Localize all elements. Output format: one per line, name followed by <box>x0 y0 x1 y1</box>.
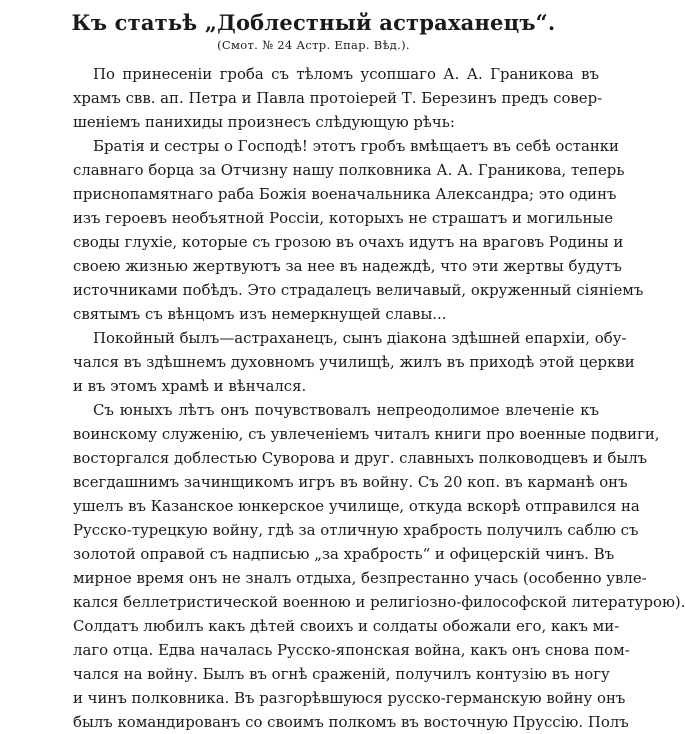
text-line: святымъ съ вѣнцомъ изъ немеркнущей славы... <box>73 305 447 323</box>
text-line: храмъ свв. ап. Петра и Павла протоіерей Т. Березинъ предъ совер- <box>73 89 603 107</box>
paragraph-biography-1 <box>73 326 635 398</box>
text-line: и чинъ полковника. Въ разгорѣвшуюся русско-германскую войну онъ <box>73 689 626 707</box>
text-line: Солдатъ любилъ какъ дѣтей своихъ и солдаты обожали его, какъ ми- <box>73 617 620 635</box>
text-line: изъ героевъ необъятной Россіи, которыхъ не страшатъ и могильные <box>73 209 614 227</box>
text-line: ушелъ въ Казанское юнкерское училище, откуда вскорѣ отправился на <box>73 497 640 515</box>
text-line: былъ командированъ со своимъ полкомъ въ восточную Пруссію. Полъ <box>73 713 629 731</box>
text-line: Русско-турецкую войну, гдѣ за отличную храбрость получилъ саблю съ <box>73 521 639 539</box>
text-line: Покойный былъ—астраханецъ, сынъ діакона здѣшней епархіи, обу- <box>93 329 627 347</box>
text-line: своею жизнью жертвуютъ за нее въ надеждѣ, что эти жертвы будутъ <box>73 257 622 275</box>
text-line: Братія и сестры о Господѣ! этотъ гробъ вмѣщаетъ въ себѣ останки <box>93 137 619 155</box>
text-line: По принесеніи гроба съ тѣломъ усопшаго А. А. Граникова въ <box>93 65 599 83</box>
text-line: Съ юныхъ лѣтъ онъ почувствовалъ непреодолимое влеченіе къ <box>93 401 599 419</box>
text-line: приснопамятнаго раба Божія военачальника Александра; это одинъ <box>73 185 617 203</box>
text-line: источниками побѣдъ. Это страдалецъ величавый, окруженный сіяніемъ <box>73 281 644 299</box>
paragraph-intro <box>73 62 603 134</box>
text-line: всегдашнимъ зачинщикомъ игръ въ войну. Съ 20 коп. въ карманѣ онъ <box>73 473 628 491</box>
text-line: воинскому служенію, съ увлеченіемъ читалъ книги про военные подвиги, <box>73 425 660 443</box>
text-line: мирное время онъ не зналъ отдыха, безпрестанно учась (особенно увле- <box>73 569 647 587</box>
text-line: чался въ здѣшнемъ духовномъ училищѣ, жилъ въ приходѣ этой церкви <box>73 353 635 371</box>
text-line: кался беллетристической военною и религіозно-философской литературою). <box>73 593 685 611</box>
article-body <box>73 62 685 734</box>
text-line: шеніемъ панихиды произнесъ слѣдующую рѣчь: <box>73 113 455 131</box>
paragraph-speech <box>73 134 644 326</box>
text-line: и въ этомъ храмѣ и вѣнчался. <box>73 377 307 395</box>
text-line: славнаго борца за Отчизну нашу полковника А. А. Граникова, теперь <box>73 161 625 179</box>
paragraph-biography-2 <box>73 398 685 734</box>
article-title: Къ статьѣ „Доблестный астраханецъ“. <box>71 10 556 35</box>
text-line: своды глухіе, которые съ грозою въ очахъ идутъ на враговъ Родины и <box>73 233 624 251</box>
source-reference: (Смот. № 24 Астр. Епар. Вѣд.). <box>217 38 410 52</box>
text-line: лаго отца. Едва началась Русско-японская война, какъ онъ снова пом- <box>73 641 630 659</box>
text-line: золотой оправой съ надписью „за храбрость“ и офицерскій чинъ. Въ <box>73 545 615 563</box>
text-line: чался на войну. Былъ въ огнѣ сраженій, получилъ контузію въ ногу <box>73 665 610 683</box>
text-line: восторгался доблестью Суворова и друг. славныхъ полководцевъ и былъ <box>73 449 648 467</box>
